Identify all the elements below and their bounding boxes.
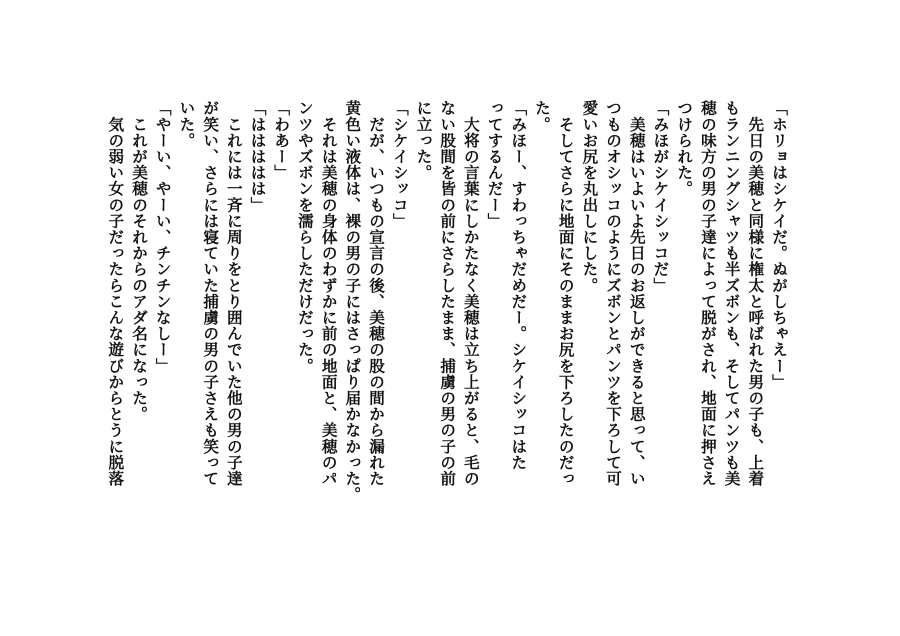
text-line: もランニングシャツも半ズボンも、そしてパンツも美 bbox=[722, 100, 741, 487]
text-line: 「ホリョはシケイだ。ぬがしちゃえー」 bbox=[770, 100, 788, 390]
text-line: これには一斉に周りをとり囲んでいた他の男の子達 bbox=[224, 100, 243, 487]
text-line: 美穂はいよいよ先日のお返しができると思って、い bbox=[627, 100, 646, 487]
text-line: ない股間を皆の前にさらしたまま、捕虜の男の子の前 bbox=[438, 100, 457, 487]
text-line: 先日の美穂と同様に権太と呼ばれた男の子も、上着 bbox=[746, 100, 765, 487]
text-line: 「みほがシケイシッコだ」 bbox=[651, 100, 670, 294]
text-line: 「わあー」 bbox=[272, 100, 291, 181]
text-line: 気の弱い女の子だったらこんな遊びからとうに脱落 bbox=[106, 100, 125, 487]
text-line: 「シケイシッコ」 bbox=[390, 100, 409, 229]
text-line: ンツやズボンを濡らしただけだった。 bbox=[295, 100, 314, 374]
text-line: 「みほー、すわっちゃだめだー。シケイシッコはた bbox=[509, 100, 528, 471]
text-line: に立った。 bbox=[414, 100, 433, 181]
text-line: 黄色い液体は、裸の男の子にはさっぱり届かなかった。 bbox=[343, 100, 362, 503]
text-line: だが、いつもの宣言の後、美穂の股の間から漏れた bbox=[367, 100, 386, 487]
vertical-text-body bbox=[103, 100, 790, 540]
text-line: た。 bbox=[532, 100, 551, 133]
text-line: つけられた。 bbox=[675, 100, 694, 197]
text-line: ってするんだー」 bbox=[485, 100, 504, 229]
text-line: これが美穂のそれからのアダ名になった。 bbox=[130, 100, 149, 422]
text-line: いた。 bbox=[177, 100, 196, 149]
text-line: 「ははははは」 bbox=[248, 100, 267, 213]
text-line: それは美穂の身体のわずかに前の地面と、美穂のパ bbox=[319, 100, 338, 487]
text-line: つものオシッコのようにズボンとパンツを下ろして可 bbox=[604, 100, 623, 487]
text-line: そしてさらに地面にそのままお尻を下ろしたのだっ bbox=[556, 100, 575, 487]
text-line: 愛いお尻を丸出しにした。 bbox=[580, 100, 599, 294]
text-line: 穂の味方の男の子達によって脱がされ、地面に押さえ bbox=[698, 100, 717, 487]
text-line: 大将の言葉にしかたなく美穂は立ち上がると、毛の bbox=[461, 100, 480, 487]
text-line: が笑い、さらには寝ていた捕虜の男の子さえも笑って bbox=[201, 100, 220, 487]
text-line: 「やーい、やーい、チンチンなしー」 bbox=[153, 100, 172, 374]
